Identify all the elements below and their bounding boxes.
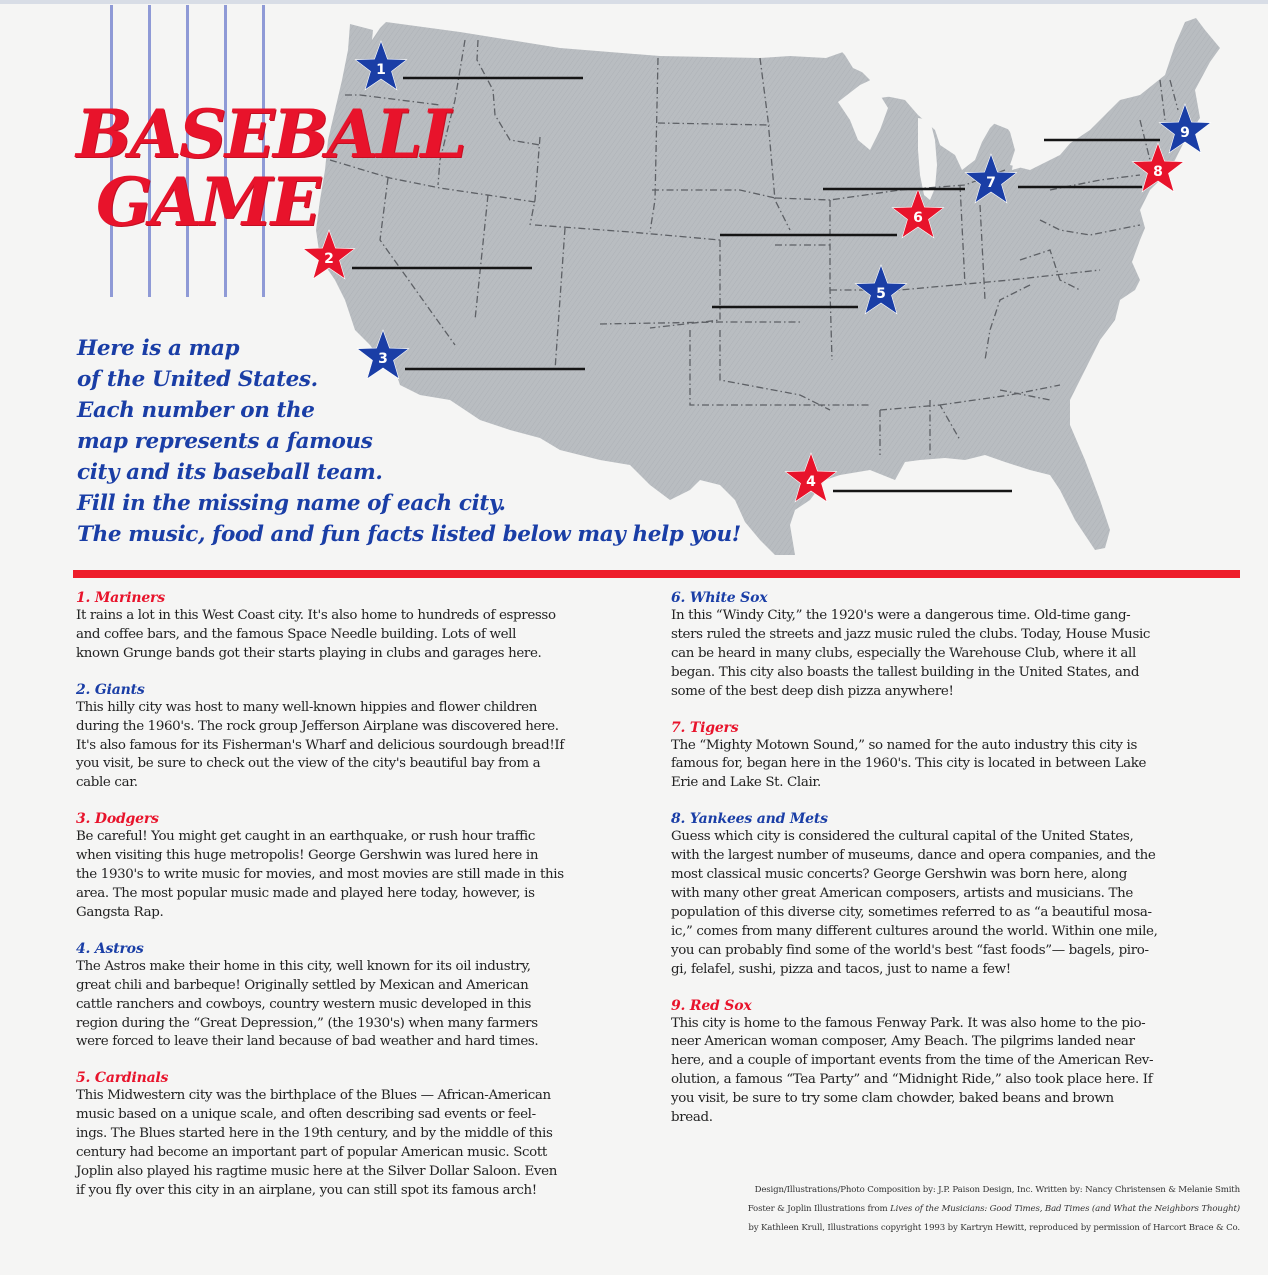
marker-number: 8 xyxy=(1153,164,1163,180)
clue-text: The “Mighty Motown Sound,” so named for the auto industry this city is famous for, began here in the 1960's. This city is located in between Lake Erie and Lake St. Clair. xyxy=(671,737,1147,791)
clue-text: This hilly city was host to many well-known hippies and flower children during the 1960's. The rock group Jefferson Airplane was discovered here. It's also famous for its Fisherman's Wharf and delicious sourdough bread!If you visit, be sure to check out the view of the city's beautiful bay from a cable car. xyxy=(76,699,564,791)
marker-number: 1 xyxy=(376,62,386,78)
clue-text: In this “Windy City,” the 1920's were a dangerous time. Old-time gang- sters ruled the streets and jazz music ruled the clubs. Today, House Music can be heard in many clubs, especially the Warehouse Club, where it all began. This city also boasts the tallest building in the United States, and some of the best deep dish pizza anywhere! xyxy=(671,608,1151,699)
title-line-1: BASEBALL xyxy=(76,95,465,173)
clue-heading: 2. Giants xyxy=(76,681,145,698)
title-line-2: GAME xyxy=(96,163,319,241)
intro-line: Fill in the missing name of each city. xyxy=(77,491,506,516)
credits-line-2 xyxy=(620,1200,1240,1219)
intro-line: map represents a famous xyxy=(77,429,373,454)
clue-entry-4 xyxy=(76,941,656,1053)
marker-number: 4 xyxy=(806,474,816,490)
intro-line: of the United States. xyxy=(77,367,318,392)
divider-rule xyxy=(73,570,1240,578)
intro-line: Here is a map xyxy=(77,336,240,361)
clue-entry-7 xyxy=(671,720,1251,794)
clue-text: The Astros make their home in this city, well known for its oil industry, great chili and barbeque! Originally settled by Mexican and American cattle ranchers and cowboys, country western music developed in this region during the “Great Depression,” (the 1930's) when many farmers were forced to leave their land because of bad weather and hard times. xyxy=(76,958,539,1050)
clue-heading: 6. White Sox xyxy=(671,590,768,606)
clue-text: This city is home to the famous Fenway Park. It was also home to the pio- neer American woman composer, Amy Beach. The pilgrims landed near here, and a couple of important events from the time of the American Rev- olution, a famous “Tea Party” and “Midnight Ride,” also took place here. If you visit, be sure to try some clam chowder, baked beans and brown bread. xyxy=(671,1015,1154,1126)
clue-entry-2 xyxy=(76,682,656,794)
intro-line: The music, food and fun facts listed below may help you! xyxy=(77,522,741,547)
intro-line: Each number on the xyxy=(77,398,315,423)
intro-text xyxy=(77,333,741,550)
clue-heading: 3. Dodgers xyxy=(76,811,159,828)
clue-heading: 4. Astros xyxy=(76,940,144,957)
clues-column-left xyxy=(76,590,656,1219)
marker-number: 6 xyxy=(913,210,923,226)
clue-heading: 7. Tigers xyxy=(671,719,739,736)
credits-line-1: Design/Illustrations/Photo Composition by: J.P. Paison Design, Inc. Written by: Nancy Christensen & Melanie Smith xyxy=(754,1185,1240,1195)
clue-heading: 1. Mariners xyxy=(76,590,165,606)
page-title xyxy=(76,95,465,241)
clue-entry-3 xyxy=(76,811,656,923)
credits-book-title: Lives of the Musicians: Good Times, Bad Times (and What the Neighbors Thought) xyxy=(890,1204,1240,1214)
intro-line: city and its baseball team. xyxy=(77,460,383,485)
clue-text: This Midwestern city was the birthplace of the Blues — African-American music based on a unique scale, and often describing sad events or feel- ings. The Blues started here in the 19th century, and by the middle of this century had become an important part of popular American music. Scott Joplin also played his ragtime music here at the Silver Dollar Saloon. Even if you fly over this city in an airplane, you can still spot its famous arch! xyxy=(76,1088,557,1198)
clue-text: It rains a lot in this West Coast city. It's also home to hundreds of espresso and coffee bars, and the famous Space Needle building. Lots of well known Grunge bands got their starts playing in clubs and garages here. xyxy=(76,608,556,661)
clue-text: Guess which city is considered the cultural capital of the United States, with the largest number of museums, dance and opera companies, and the most classical music concerts? George Gershwin was born here, along with many other great American composers, artists and musicians. The population of this diverse city, sometimes referred to as “a beautiful mosa- ic,” comes from many different cultures around the world. Within one mile, you can probably find some of the world's best “fast foods”— bagels, piro- gi, felafel, sushi, pizza and tacos, just to name a few! xyxy=(671,829,1158,977)
credits xyxy=(620,1181,1240,1238)
marker-number: 7 xyxy=(986,175,996,191)
credits-line-2-prefix: Foster & Joplin Illustrations from xyxy=(747,1204,891,1214)
clue-entry-9 xyxy=(671,998,1251,1128)
marker-number: 5 xyxy=(876,286,886,302)
marker-number: 2 xyxy=(324,251,334,267)
clue-text: Be careful! You might get caught in an earthquake, or rush hour traffic when visiting this huge metropolis! George Gershwin was lured here in the 1930's to write music for movies, and most movies are still made in this area. The most popular music made and played here today, however, is Gangsta Rap. xyxy=(76,829,564,920)
clue-entry-5 xyxy=(76,1070,656,1200)
clue-entry-6 xyxy=(671,590,1251,702)
marker-number: 3 xyxy=(378,351,388,367)
clues-column-right xyxy=(671,590,1251,1146)
clue-entry-8 xyxy=(671,811,1251,979)
clue-heading: 9. Red Sox xyxy=(671,997,752,1014)
clue-heading: 5. Cardinals xyxy=(76,1070,169,1087)
clue-heading: 8. Yankees and Mets xyxy=(671,811,828,828)
credits-line-3: by Kathleen Krull, Illustrations copyright 1993 by Kartryn Hewitt, reproduced by permission of Harcort Brace & Co. xyxy=(748,1223,1240,1233)
marker-number: 9 xyxy=(1180,125,1190,141)
clue-entry-1 xyxy=(76,590,656,664)
